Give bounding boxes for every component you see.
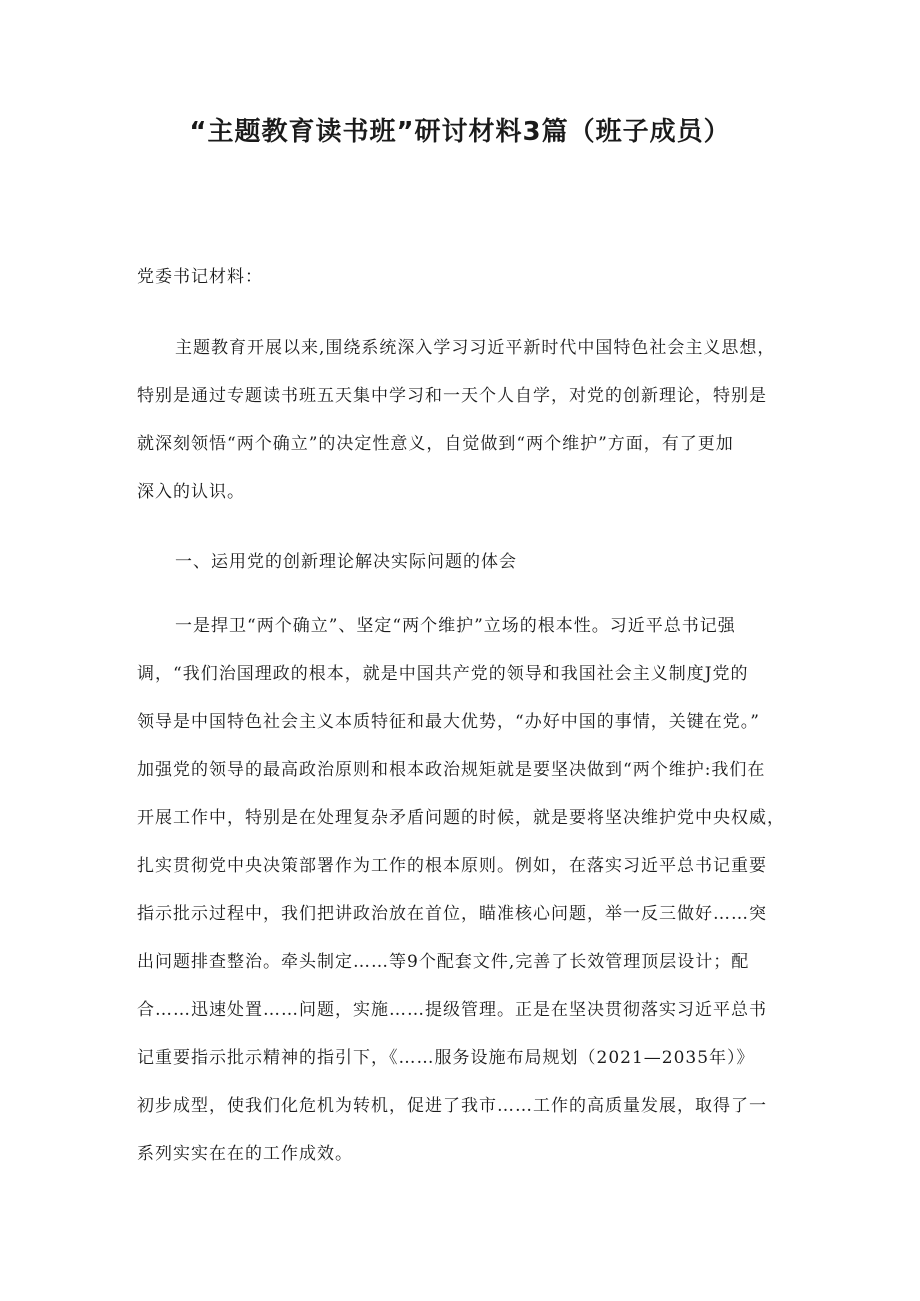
paragraph-line: 指示批示过程中，我们把讲政治放在首位，瞄准核心问题，举一反三做好……突 [137,904,767,924]
section-label: 党委书记材料： [137,267,263,287]
paragraph-line: 扎实贯彻党中央决策部署作为工作的根本原则。例如，在落实习近平总书记重要 [137,856,767,876]
paragraph-line: 领导是中国特色社会主义本质特征和最大优势，“办好中国的事情，关键在党。” [137,712,760,732]
paragraph-line: 记重要指示批示精神的指引下，《……服务设施布局规划（2021—2035年）》 [137,1048,755,1068]
paragraph-line: 调，“我们治国理政的根本，就是中国共产党的领导和我国社会主义制度J党的 [137,664,749,684]
paragraph-line: 就深刻领悟“两个确立”的决定性意义，自觉做到“两个维护”方面，有了更加 [137,434,734,454]
paragraph-line: 初步成型，使我们化危机为转机，促进了我市……工作的高质量发展，取得了一 [137,1096,767,1116]
document-title: “主题教育读书班”研讨材料3篇（班子成员） [189,117,731,147]
paragraph-line: 加强党的领导的最高政治原则和根本政治规矩就是要坚决做到“两个维护:我们在 [137,760,766,780]
body-paragraph [137,602,797,1178]
section-heading: 一、运用党的创新理论解决实际问题的体会 [175,552,517,572]
intro-paragraph [137,324,797,516]
paragraph-line: 系列实实在在的工作成效。 [137,1144,353,1164]
paragraph-line: 深入的认识。 [137,482,245,502]
paragraph-line: 主题教育开展以来,围绕系统深入学习习近平新时代中国特色社会主义思想， [175,338,776,358]
paragraph-line: 出问题排查整治。牵头制定……等9个配套文件,完善了长效管理顶层设计；配 [137,952,750,972]
paragraph-line: 开展工作中，特别是在处理复杂矛盾问题的时候，就是要将坚决维护党中央权威， [137,808,785,828]
paragraph-line: 一是捍卫“两个确立”、坚定“两个维护”立场的根本性。习近平总书记强 [175,616,736,636]
paragraph-line: 特别是通过专题读书班五天集中学习和一天个人自学，对党的创新理论，特别是 [137,386,767,406]
paragraph-line: 合……迅速处置……问题，实施……提级管理。正是在坚决贯彻落实习近平总书 [137,1000,767,1020]
